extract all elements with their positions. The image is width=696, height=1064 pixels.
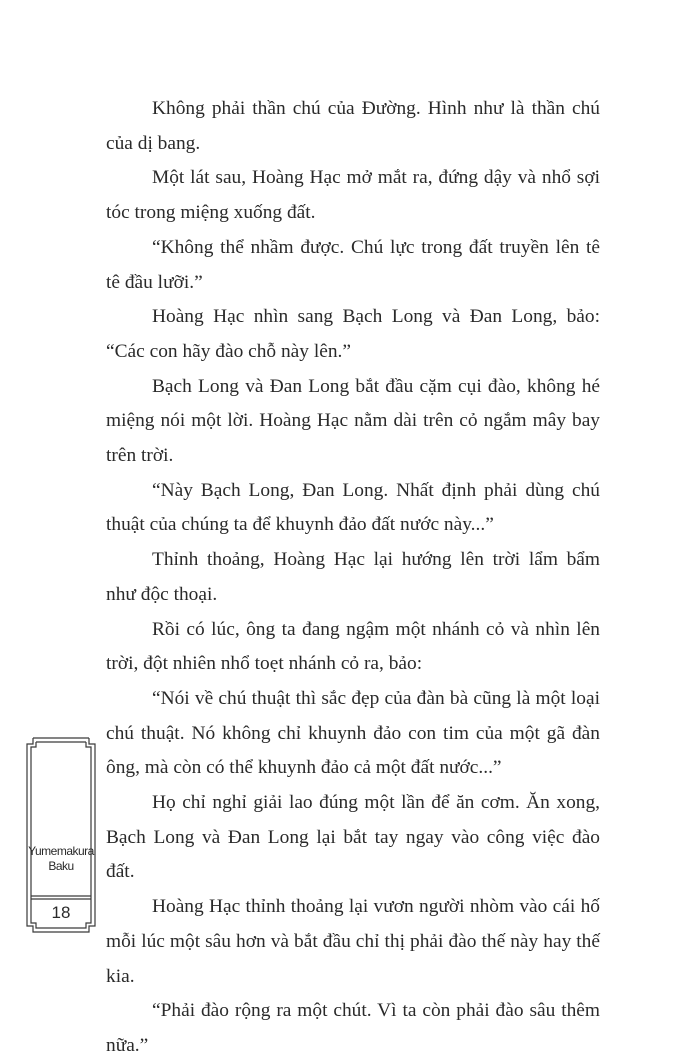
author-line: Yumemakura <box>28 844 94 858</box>
paragraph: Rồi có lúc, ông ta đang ngậm một nhánh cỏ và nhìn lên trời, đột nhiên nhổ toẹt nhánh cỏ ra, bảo: <box>106 618 600 675</box>
paragraph: Bạch Long và Đan Long bắt đầu cặm cụi đào, không hé miệng nói một lời. Hoàng Hạc nằm dài trên cỏ ngắm mây bay trên trời. <box>106 375 600 467</box>
author-name <box>25 844 97 874</box>
author-line: Baku <box>48 859 74 873</box>
body-text <box>106 92 600 1064</box>
paragraph: “Phải đào rộng ra một chút. Vì ta còn phải đào sâu thêm nữa.” <box>106 1000 600 1056</box>
paragraph: Không phải thần chú của Đường. Hình như là thần chú của dị bang. <box>106 98 600 154</box>
page-number-frame <box>25 736 97 934</box>
page-number: 18 <box>51 903 71 922</box>
paragraph: Một lát sau, Hoàng Hạc mở mắt ra, đứng dậy và nhổ sợi tóc trong miệng xuống đất. <box>106 167 600 224</box>
paragraph: “Không thể nhầm được. Chú lực trong đất truyền lên tê tê đầu lưỡi.” <box>106 236 600 293</box>
paragraph: Hoàng Hạc nhìn sang Bạch Long và Đan Long, bảo: “Các con hãy đào chỗ này lên.” <box>106 306 600 362</box>
paragraph: “Nói về chú thuật thì sắc đẹp của đàn bà cũng là một loại chú thuật. Nó không chỉ khuynh đảo con tim của một gã đàn ông, mà còn có thể khuynh đảo cả một đất nước...” <box>106 687 600 779</box>
paragraph: “Này Bạch Long, Đan Long. Nhất định phải dùng chú thuật của chúng ta để khuynh đảo đất nước này...” <box>106 479 600 536</box>
paragraph: Hoàng Hạc thỉnh thoảng lại vươn người nhòm vào cái hố mỗi lúc một sâu hơn và bắt đầu chỉ thị phải đào thế này hay thế kia. <box>106 896 600 987</box>
paragraph: Thỉnh thoảng, Hoàng Hạc lại hướng lên trời lẩm bẩm như độc thoại. <box>106 549 600 605</box>
paragraph: Họ chỉ nghỉ giải lao đúng một lần để ăn cơm. Ăn xong, Bạch Long và Đan Long lại bắt tay ngay vào công việc đào đất. <box>106 792 600 883</box>
